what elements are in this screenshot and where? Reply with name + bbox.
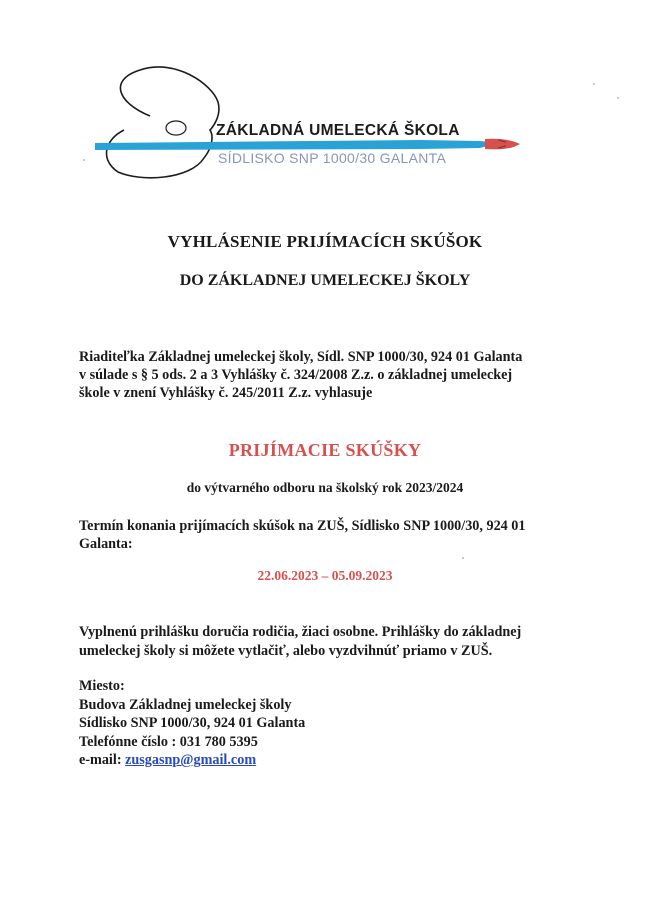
building-address: Sídlisko SNP 1000/30, 924 01 Galanta [79,715,306,731]
term-line: Termín konania prijímacích skúšok na ZUŠ, Sídlisko SNP 1000/30, 924 01 [79,518,526,534]
announcement-subtitle: DO ZÁKLADNEJ UMELECKEJ ŠKOLY [179,272,471,289]
application-line: Vyplnenú prihlášku doručia rodičia, žiaci osobne. Prihlášky do základnej [79,624,522,640]
brush-tip [485,139,520,150]
school-logo [0,0,650,200]
email-row [79,751,579,770]
intro-line: Riaditeľka Základnej umeleckej školy, Sídl. SNP 1000/30, 924 01 Galanta [79,349,523,365]
announcement-title: VYHLÁSENIE PRIJÍMACÍCH SKÚŠOK [167,232,483,251]
phone-number: Telefónne číslo : 031 780 5395 [79,733,258,750]
brush-stripe [95,140,500,150]
school-address: SÍDLISKO SNP 1000/30 GALANTA [218,150,447,166]
exam-dates: 22.06.2023 – 05.09.2023 [257,568,393,583]
department-line: do výtvarného odboru na školský rok 2023/2024 [186,480,464,495]
email-label: e-mail: [79,752,126,768]
building-name: Budova Základnej umeleckej školy [79,696,292,713]
term-paragraph [79,517,599,553]
scan-speck [83,159,85,161]
place-label: Miesto: [79,678,125,694]
school-name: ZÁKLADNÁ UMELECKÁ ŠKOLA [216,122,460,139]
palette-brush-logo-icon [0,0,650,200]
scan-speck [593,83,595,85]
intro-line: v súlade s § 5 ods. 2 a 3 Vyhlášky č. 324/2008 Z.z. o základnej umeleckej [79,367,513,383]
contact-block [79,677,579,770]
term-line: Galanta: [79,536,133,552]
scan-speck [617,97,619,99]
application-paragraph [79,623,599,661]
email-link[interactable]: zusgasnp@gmail.com [125,752,257,768]
intro-line: škole v znení Vyhlášky č. 245/2011 Z.z. vyhlasuje [79,385,373,401]
scan-speck [462,557,464,559]
application-line: umeleckej školy si môžete vytlačiť, alebo vyzdvihnúť priamo v ZUŠ. [79,643,493,659]
intro-paragraph [79,348,579,402]
palette-hole [166,121,186,135]
exams-heading: PRIJÍMACIE SKÚŠKY [228,440,422,460]
palette-outline [107,67,219,178]
